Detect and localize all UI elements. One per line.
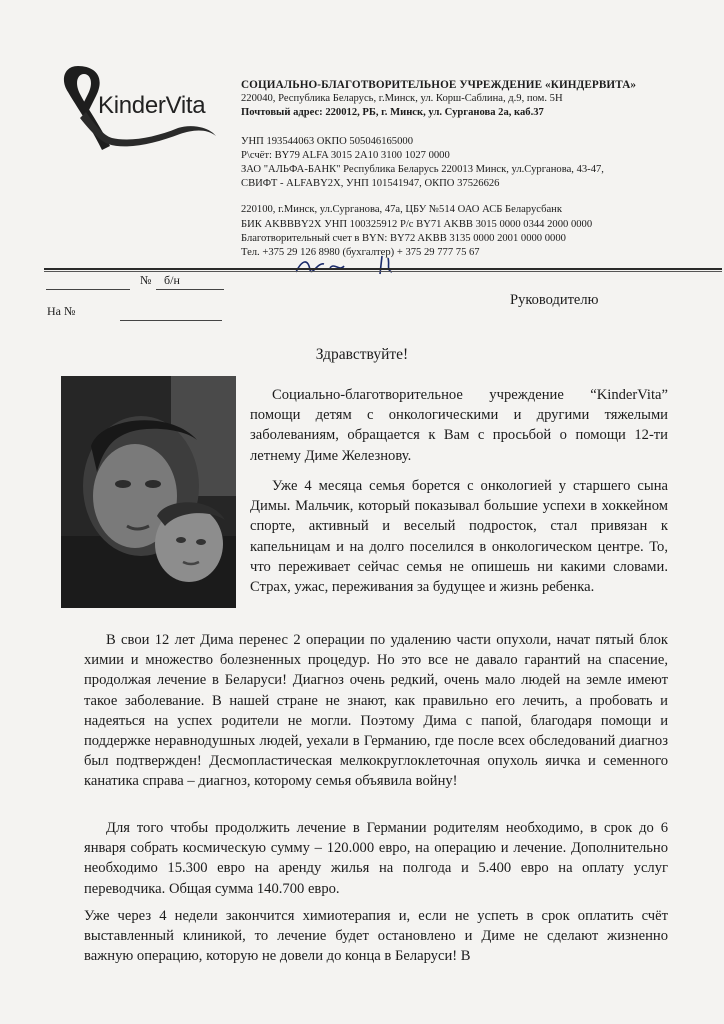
header-rule-thin [44,271,722,272]
number-line [156,289,224,290]
paragraph-treatment [84,630,668,792]
paragraph-intro [250,385,668,466]
paragraph-text: Уже 4 месяца семья борется с онкологией у старшего сына Димы. Мальчик, который показывал большие успехи в хоккейном спорте, активный и веселый подросток, стал привязан к капельницам и на долго поселился в онкологическом центре. То, что переживает сейчас семья не опишешь ни какими словами. Страх, ужас, переживания за будущее и жизнь ребенка. [250,478,668,596]
family-photo [61,376,236,608]
paragraph-family [250,476,668,597]
bank-line: СВИФТ - ALFABY2X, УНП 101541947, ОКПО 37526626 [241,178,500,190]
bank-line: УНП 193544063 ОКПО 505046165000 [241,135,413,147]
to-number-label: На № [47,304,76,318]
bank-line: БИК AKBBBY2X УНП 100325912 Р/с BY71 AKBB 3015 0000 0344 2000 0000 [241,218,593,230]
bank-line: Тел. +375 29 126 8980 (бухгалтер) + 375 29 777 75 67 [241,247,480,259]
addressee: Руководителю [510,292,599,308]
signature-scribble [290,250,410,280]
kindervita-logo [58,62,218,154]
to-number-line [120,320,222,321]
org-address: 220040, Республика Беларусь, г.Минск, ул. Корш-Саблина, д.9, пом. 5Н [241,93,563,105]
number-value: б/н [164,273,180,287]
number-label: № [140,273,152,287]
bank-line: Р\счёт: BY79 ALFA 3015 2A10 3100 1027 0000 [241,149,450,161]
bank-details-1 [241,135,681,192]
org-info [241,78,681,260]
date-line [46,289,130,290]
greeting: Здравствуйте! [315,346,409,363]
paragraph-text: Уже через 4 недели закончится химиотерапия и, если не успеть в срок оплатить счёт выставленный клиникой, то лечение будет остановлено и Диме не сделают жизненно важную операцию, которую не довели до конца в Беларуси! В [84,908,668,965]
paragraph-costs [84,818,668,899]
paragraph-text: В свои 12 лет Дима перенес 2 операции по удалению части опухоли, начат пятый блок химии и множество болезненных процедур. Но это все не давало гарантий на спасение, продолжая лечение в Беларуси! Диагноз очень редкий, очень мало людей на земле имеют такое заболевание. В нашей стране не знают, как правильно его лечить, а пробовать и надеяться на успех родители не могли. Поэтому Дима с папой, благодаря помощи и поддержке неравнодушных людей, уехали в Германию, где после всех обследований диагноз был подтвержден! Десмопластическая мелкокруглоклеточная опухоль яичка и семенного канатика справа – диагноз, которому семья объявила войну! [84,632,668,790]
header-rule [44,268,722,270]
paragraph-urgency [84,906,668,967]
logo-text: KinderVita [98,92,206,119]
bank-line: 220100, г.Минск, ул.Сурганова, 47а, ЦБУ №514 ОАО АСБ Беларусбанк [241,204,562,216]
org-postal-address: Почтовый адрес: 220012, РБ, г. Минск, ул. Сурганова 2а, каб.37 [241,107,544,119]
paragraph-text: Социально-благотворительное учреждение “KinderVita” помощи детям с онкологическими и другими тяжелыми заболеваниям, обращается к Вам с просьбой о помощи 12-ти летнему Диме Железнову. [250,387,668,464]
org-name: СОЦИАЛЬНО-БЛАГОТВОРИТЕЛЬНОЕ УЧРЕЖДЕНИЕ «КИНДЕРВИТА» [241,79,637,91]
bank-line: Благотворительный счет в BYN: BY72 AKBB 3135 0000 2001 0000 0000 [241,232,566,244]
bank-line: ЗАО "АЛЬФА-БАНК" Республика Беларусь 220013 Минск, ул.Сурганова, 43-47, [241,164,604,176]
paragraph-text: Для того чтобы продолжить лечение в Германии родителям необходимо, в срок до 6 января собрать космическую сумму – 120.000 евро, на операцию и лечение. Дополнительно необходимо 15.300 евро на аренду жилья на полгода и 5.400 евро на оплату услуг переводчика. Общая сумма 140.700 евро. [84,820,668,897]
